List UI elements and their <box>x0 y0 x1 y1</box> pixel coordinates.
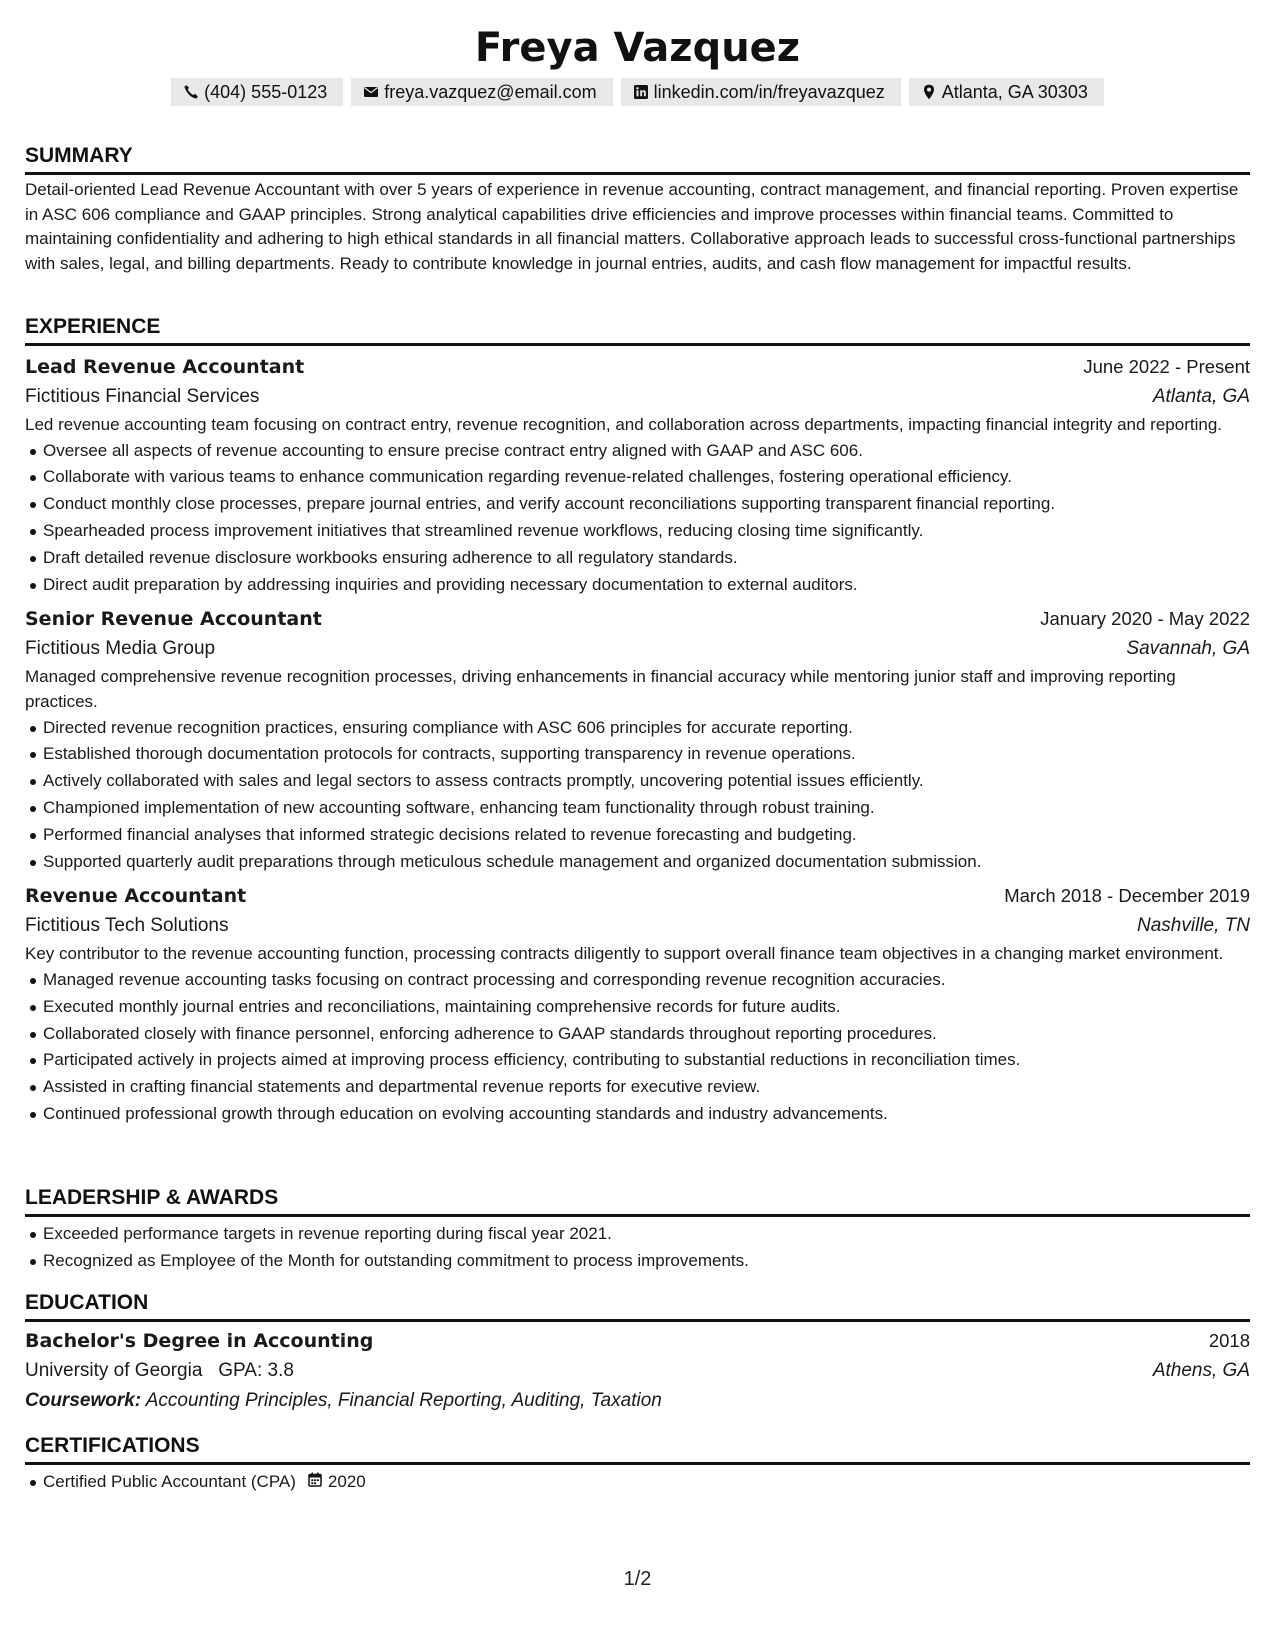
list-item: Established thorough documentation protocols for contracts, supporting transparency in revenue operations. <box>43 741 1250 768</box>
list-item: Continued professional growth through education on evolving accounting standards and industry advancements. <box>43 1101 1250 1128</box>
job-title: Senior Revenue Accountant <box>25 608 322 631</box>
company-name: Fictitious Financial Services <box>25 386 260 407</box>
candidate-name: Freya Vazquez <box>474 25 801 71</box>
job-description: Managed comprehensive revenue recognition processes, driving enhancements in financial accuracy while mentoring junior staff and improving reporting practices. <box>25 667 1176 711</box>
job-bullets <box>25 715 1250 876</box>
list-item: Exceeded performance targets in revenue reporting during fiscal year 2021. <box>43 1221 1250 1248</box>
section-title: EDUCATION <box>25 1290 1250 1322</box>
envelope-icon <box>363 84 379 100</box>
linkedin-icon <box>633 84 649 100</box>
linkedin-link[interactable]: linkedin.com/in/freyavazquez <box>653 81 885 102</box>
list-item: Assisted in crafting financial statements and departmental revenue reports for executive review. <box>43 1074 1250 1101</box>
list-item: Conduct monthly close processes, prepare journal entries, and verify account reconciliations supporting transparent financial reporting. <box>43 491 1250 518</box>
graduation-year: 2018 <box>1208 1330 1250 1351</box>
section-title: EXPERIENCE <box>25 314 1250 346</box>
company-name: Fictitious Media Group <box>25 638 216 660</box>
page-number: 1/2 <box>623 1568 652 1590</box>
phone-icon <box>183 84 199 100</box>
linkedin-chip[interactable] <box>621 78 901 106</box>
phone-text: (404) 555-0123 <box>204 81 328 102</box>
job-title: Lead Revenue Accountant <box>25 356 305 378</box>
resume-page <box>25 0 1250 1491</box>
experience-section <box>25 314 1250 1128</box>
degree-title: Bachelor's Degree in Accounting <box>25 1330 374 1352</box>
location-text: Atlanta, GA 30303 <box>941 81 1088 102</box>
cert-year: 2020 <box>327 1472 366 1491</box>
section-title: CERTIFICATIONS <box>25 1433 1250 1465</box>
list-item: Directed revenue recognition practices, ensuring compliance with ASC 606 principles for accurate reporting. <box>43 715 1250 742</box>
job-entry <box>25 604 1250 875</box>
certifications-section <box>25 1433 1250 1496</box>
company-name: Fictitious Tech Solutions <box>25 915 229 937</box>
list-item: Collaborate with various teams to enhance communication regarding revenue-related challenges, fostering operational efficiency. <box>43 464 1250 491</box>
job-location: Atlanta, GA <box>1152 386 1250 407</box>
education-section <box>25 1290 1250 1416</box>
calendar-icon <box>308 1469 322 1496</box>
job-dates: January 2020 - May 2022 <box>1040 608 1250 630</box>
job-description: Led revenue accounting team focusing on contract entry, revenue recognition, and collaboration across departments, impacting financial integrity and reporting. <box>25 415 1222 434</box>
location-chip <box>909 78 1104 106</box>
coursework-label: Coursework: <box>25 1390 142 1411</box>
job-entry <box>25 352 1250 598</box>
list-item: Recognized as Employee of the Month for outstanding commitment to process improvements. <box>43 1248 1250 1275</box>
coursework-line <box>25 1386 1250 1416</box>
job-location: Savannah, GA <box>1126 638 1250 660</box>
school-line <box>25 1356 294 1386</box>
job-title: Revenue Accountant <box>25 885 247 908</box>
job-bullets <box>25 438 1250 599</box>
summary-section <box>25 143 1250 276</box>
summary-text: Detail-oriented Lead Revenue Accountant with over 5 years of experience in revenue accounting, contract management, and financial reporting. Proven expertise in ASC 606 compliance and GAAP principles. Strong analytical capabilities drive efficiencies and improve processes within financial teams. Committed to maintaining confidentiality and adhering to high ethical standards in all financial matters. Collaborative approach leads to successful cross-functional partnerships with sales, legal, and billing departments. Ready to contribute knowledge in journal entries, audits, and cash flow management for impactful results. <box>25 180 1239 273</box>
job-location: Nashville, TN <box>1137 915 1250 937</box>
list-item: Actively collaborated with sales and legal sectors to assess contracts promptly, uncovering potential issues efficiently. <box>43 768 1250 795</box>
list-item <box>43 1469 1250 1496</box>
job-description: Key contributor to the revenue accounting function, processing contracts diligently to support overall finance team objectives in a changing market environment. <box>25 944 1224 964</box>
cert-name: Certified Public Accountant (CPA) <box>43 1472 296 1491</box>
list-item: Collaborated closely with finance personnel, enforcing adherence to GAAP standards throughout reporting procedures. <box>43 1021 1250 1048</box>
section-title: LEADERSHIP & AWARDS <box>25 1185 1250 1217</box>
coursework-text: Accounting Principles, Financial Reporting, Auditing, Taxation <box>145 1390 662 1411</box>
job-dates: June 2022 - Present <box>1083 356 1250 377</box>
job-entry <box>25 881 1250 1127</box>
leadership-list <box>25 1221 1250 1275</box>
list-item: Managed revenue accounting tasks focusing on contract processing and corresponding revenue recognition accuracies. <box>43 967 1250 994</box>
list-item: Spearheaded process improvement initiatives that streamlined revenue workflows, reducing closing time significantly. <box>43 518 1250 545</box>
list-item: Championed implementation of new accounting software, enhancing team functionality through robust training. <box>43 795 1250 822</box>
job-dates: March 2018 - December 2019 <box>1004 885 1250 907</box>
phone-chip <box>171 78 343 106</box>
leadership-section <box>25 1185 1250 1275</box>
section-title: SUMMARY <box>25 143 1250 175</box>
list-item: Direct audit preparation by addressing inquiries and providing necessary documentation to external auditors. <box>43 572 1250 599</box>
job-bullets <box>25 967 1250 1128</box>
map-pin-icon <box>921 84 937 100</box>
list-item: Performed financial analyses that informed strategic decisions related to revenue forecasting and budgeting. <box>43 822 1250 849</box>
list-item: Participated actively in projects aimed at improving process efficiency, contributing to substantial reductions in reconciliation times. <box>43 1047 1250 1074</box>
certifications-list <box>25 1469 1250 1496</box>
list-item: Oversee all aspects of revenue accounting to ensure precise contract entry aligned with GAAP and ASC 606. <box>43 438 1250 465</box>
school-location: Athens, GA <box>1152 1360 1250 1381</box>
list-item: Executed monthly journal entries and reconciliations, maintaining comprehensive records for future audits. <box>43 994 1250 1021</box>
list-item: Draft detailed revenue disclosure workbooks ensuring adherence to all regulatory standards. <box>43 545 1250 572</box>
school-name: University of Georgia <box>25 1360 203 1381</box>
email-link[interactable]: freya.vazquez@email.com <box>384 81 597 102</box>
gpa: GPA: 3.8 <box>218 1360 294 1381</box>
list-item: Supported quarterly audit preparations through meticulous schedule management and organized documentation submission. <box>43 849 1250 876</box>
email-chip[interactable] <box>351 78 612 106</box>
contact-bar <box>25 78 1250 106</box>
